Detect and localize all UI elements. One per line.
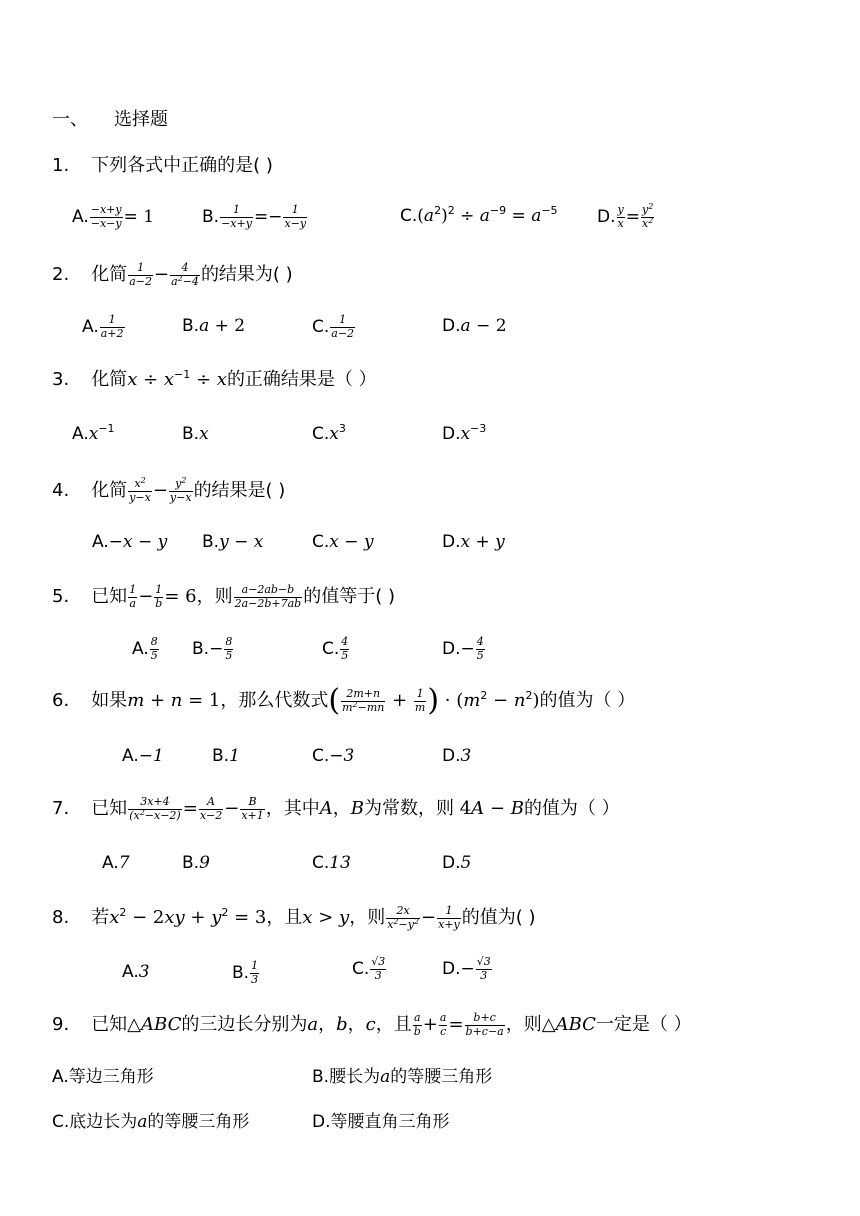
option-c: C.−3 (312, 746, 355, 766)
option-b: B.腰长为a的等腰三角形 (312, 1067, 493, 1087)
option-a: A.3 (122, 962, 150, 982)
option-b: B.9 (182, 853, 210, 873)
option-d: D.5 (442, 853, 472, 873)
option-d: D.x + y (442, 532, 505, 552)
option-d: $D.x^{-3}$ (442, 422, 487, 444)
question-3: 3. 化简$x \div x^{-1} \div x$的正确结果是（ ） (52, 368, 377, 390)
option-c: $C.x^3$ (312, 422, 346, 444)
question-stem: 下列各式中正确的是( ) (91, 155, 273, 176)
question-6: 6. 如果m + n = 1，那么代数式( $\frac{2m+n}{m^2-mn}$ + $\frac{1}{m}$ ) · $(m^2 - n^2)$的值为（ ） (52, 683, 636, 718)
option-d: D.− $\frac{√3}{3}$ (442, 955, 491, 982)
option-a: A. $\frac{8}{5}$ (132, 635, 158, 662)
option-c: C.x − y (312, 532, 374, 552)
option-a: $A.x^{-1}$ (72, 422, 115, 444)
option-d: D.3 (442, 746, 472, 766)
question-7: 7. 已知 $\frac{3x+4}{(x^2-x-2)}$ = $\frac{A}{x-2}$ − $\frac{B}{x+1}$ ，其中A，B为常数，则 4A − B的值为（ ） (52, 795, 620, 822)
option-c: C.13 (312, 853, 351, 873)
option-b: B.y − x (202, 532, 264, 552)
question-number: 3. (52, 369, 70, 390)
option-b: B. $\frac{1}{3}$ (232, 959, 259, 986)
option-b: B.a + 2 (182, 316, 246, 336)
option-a: A. $\frac{-x+y}{-x-y}$ = 1 (72, 203, 155, 230)
question-number: 5. (52, 586, 70, 608)
option-c: C. $\frac{1}{a-2}$ (312, 313, 355, 340)
question-4: 4. 化简 $\frac{x^2}{y-x}$ − $\frac{y^2}{y-x}$ 的结果是( ) (52, 476, 286, 504)
option-b: B.x (182, 424, 209, 444)
option-a: A.7 (102, 853, 130, 873)
question-number: 6. (52, 690, 70, 711)
option-b: B. $\frac{1}{-x+y}$ =− $\frac{1}{x-y}$ (202, 203, 307, 230)
option-a: A.等边三角形 (52, 1067, 154, 1087)
question-8: 8. 若$x^2 - 2xy + y^2 = 3$，且x > y，则 $\frac{2x}{x^2-y^2}$ − $\frac{1}{x+y}$ 的值为( ) (52, 904, 536, 931)
section-title: 选择题 (114, 109, 168, 130)
question-9: 9. 已知△ABC的三边长分别为a，b，c，且 $\frac{a}{b}$ + $\frac{a}{c}$ = $\frac{b+c}{b+c-a}$ ，则△ABC一定是（ ） (52, 1011, 692, 1038)
question-number: 2. (52, 264, 70, 286)
question-2: 2. 化简 $\frac{1}{a-2}$ − $\frac{4}{a^2-4}$ 的结果为( ) (52, 261, 293, 288)
option-b: B.− $\frac{8}{5}$ (192, 635, 233, 662)
option-d: D.− $\frac{4}{5}$ (442, 635, 484, 662)
option-d: D.等腰直角三角形 (312, 1112, 450, 1132)
option-d: D. $\frac{y}{x}$ = $\frac{y^2}{x^2}$ (597, 202, 654, 230)
question-5: 5. 已知 $\frac{1}{a}$ − $\frac{1}{b}$ = 6，则 $\frac{a-2ab-b}{2a-2b+7ab}$ 的值等于( ) (52, 583, 396, 610)
question-number: 4. (52, 480, 70, 502)
option-c: C. $\frac{√3}{3}$ (352, 955, 386, 982)
question-number: 7. (52, 798, 70, 820)
question-number: 1. (52, 155, 70, 176)
option-a: A.−x − y (92, 532, 168, 552)
option-a: A. $\frac{1}{a+2}$ (82, 313, 124, 340)
question-number: 8. (52, 907, 70, 929)
option-a: A.−1 (122, 746, 164, 766)
question-number: 9. (52, 1014, 70, 1036)
option-b: B.1 (212, 746, 240, 766)
option-c: $C.(a^2)^2 \div a^{-9} = a^{-5}$ (400, 204, 558, 226)
section-number: 一、 (52, 109, 88, 130)
question-1 (52, 157, 273, 175)
option-c: C.底边长为a的等腰三角形 (52, 1112, 250, 1132)
option-c: C. $\frac{4}{5}$ (322, 635, 349, 662)
option-d: D.a − 2 (442, 316, 507, 336)
section-heading (52, 111, 168, 129)
